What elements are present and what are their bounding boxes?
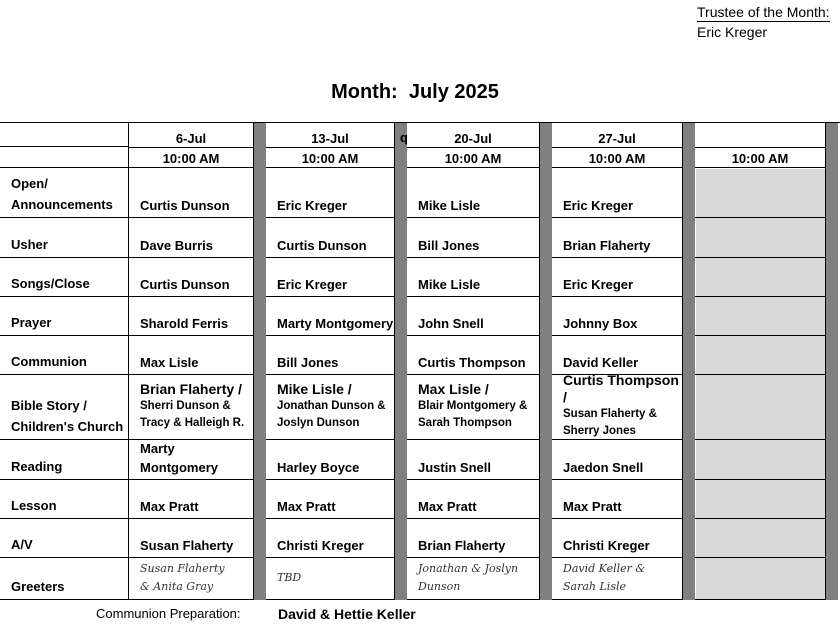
bible-story-main: Curtis Thompson / [563,375,679,405]
empty-week-cell [695,480,826,519]
bible-story-main: Mike Lisle / [277,380,352,397]
childrens-church-helpers: Sarah Thompson [418,416,512,429]
row-label-line: Songs/Close [11,276,90,291]
header-blank [0,147,129,168]
assignment-cell [266,480,395,519]
empty-week-cell [695,218,826,258]
assignee-name: Sharold Ferris [140,316,229,331]
row-label-line: Reading [11,459,63,474]
assignee-name: Max Pratt [563,499,622,514]
assignment-cell [129,168,254,218]
empty-week-cell [695,336,826,375]
row-label-line: A/V [11,537,33,552]
assignment-cell [407,480,540,519]
greeter-cell [552,558,683,600]
assignee-name: Eric Kreger [563,198,634,213]
assignee-name: Jaedon Snell [563,460,644,475]
row-label-line: Open/ [11,176,48,191]
date-header: 6-Jul [129,123,254,148]
assignment-cell [407,218,540,258]
assignee-name: David Keller [563,355,639,370]
assignee-name: Curtis Dunson [140,198,230,213]
childrens-church-helpers: Tracy & Halleigh R. [140,416,245,429]
assignee-name: Harley Boyce [277,460,360,475]
column-separator [254,123,266,600]
assignee-name: Dave Burris [140,238,213,253]
time-header: 10:00 AM [695,147,826,168]
row-label [0,375,129,440]
assignee-name: Max Pratt [140,499,199,514]
row-label [0,519,129,558]
bible-story-cell [552,375,683,440]
assignment-cell [407,258,540,297]
assignee-name: Eric Kreger [277,198,348,213]
communion-prep-value: David & Hettie Keller [278,606,416,622]
assignee-name: Christi Kreger [277,538,364,553]
assignment-cell [266,297,395,336]
assignment-cell [266,258,395,297]
assignee-name: Curtis Thompson [418,355,526,370]
greeter-line: David Keller & [563,561,646,575]
communion-prep-label: Communion Preparation: [96,606,241,621]
assignment-cell [129,297,254,336]
bible-story-cell [266,375,395,440]
bible-story-cell [407,375,540,440]
childrens-church-helpers: Jonathan Dunson & [277,399,386,412]
assignee-name: Justin Snell [418,460,491,475]
row-label-line: Bible Story / [11,398,87,413]
greeter-line: Dunson [418,579,461,593]
assignment-cell [552,519,683,558]
assignee-name: Eric Kreger [563,277,634,292]
empty-week-cell [695,375,826,440]
assignment-cell [129,218,254,258]
assignment-cell [552,480,683,519]
row-label [0,480,129,519]
column-separator [683,123,695,600]
time-header: 10:00 AM [129,147,254,168]
schedule-grid [0,122,840,600]
time-header: 10:00 AM [266,147,395,168]
month-value: July 2025 [408,81,499,103]
greeter-line: Jonathan & Joslyn [418,561,519,575]
empty-week-cell [695,519,826,558]
row-label-line: Communion [11,354,87,369]
assignee-name: Max Pratt [418,499,477,514]
assignee-name: Bill Jones [277,355,339,370]
assignee-name: Eric Kreger [277,277,348,292]
assignment-cell [266,336,395,375]
assignee-name: Mike Lisle [418,198,481,213]
greeter-line: Sarah Lisle [563,579,626,593]
assignment-cell [266,519,395,558]
childrens-church-helpers: Sherry Jones [563,425,636,437]
assignment-cell [552,336,683,375]
assignment-cell [552,440,683,480]
assignment-cell [407,336,540,375]
greeter-cell [266,558,395,600]
childrens-church-helpers: Susan Flaherty & [563,408,657,420]
row-label [0,440,129,480]
assignment-cell [407,519,540,558]
header-blank [0,123,129,147]
childrens-church-helpers: Joslyn Dunson [277,416,360,429]
row-label-line: Greeters [11,579,65,594]
empty-week-cell [695,168,826,218]
assignee-name: Susan Flaherty [140,538,234,553]
assignment-cell [407,168,540,218]
assignment-cell [552,258,683,297]
date-header: 20-Jul [407,123,540,148]
greeter-cell [129,558,254,600]
assignment-cell [407,297,540,336]
column-separator [540,123,552,600]
bible-story-main: Max Lisle / [418,380,489,397]
assignment-cell [266,168,395,218]
assignment-cell [552,297,683,336]
bible-story-cell [129,375,254,440]
assignment-cell [129,258,254,297]
childrens-church-helpers: Sherri Dunson & [140,399,231,412]
row-label-line: Children's Church [11,419,124,434]
greeter-line: & Anita Gray [140,579,214,593]
row-label-line: Usher [11,237,48,252]
row-label [0,297,129,336]
row-label-line: Announcements [11,197,113,212]
empty-week-cell [695,258,826,297]
assignee-name: Max Lisle [140,355,199,370]
assignment-cell [552,168,683,218]
row-label [0,336,129,375]
assignee-name: Max Pratt [277,499,336,514]
assignee-name: Brian Flaherty [418,538,506,553]
assignment-cell [129,519,254,558]
month-label: Month: [331,81,398,103]
empty-week-cell [695,440,826,480]
assignee-name: Mike Lisle [418,277,481,292]
childrens-church-helpers: Blair Montgomery & [418,399,528,412]
time-header: 10:00 AM [552,147,683,168]
month-heading [0,81,830,104]
greeter-line: TBD [277,570,302,584]
row-label [0,558,129,600]
assignment-cell [129,480,254,519]
row-label [0,218,129,258]
empty-week-cell [695,558,826,600]
assignment-cell [552,218,683,258]
assignee-name: Bill Jones [418,238,480,253]
date-header: 27-Jul [552,123,683,148]
assignee-name: Marty Montgomery [277,316,394,331]
stray-mark: q [400,130,408,145]
date-header [695,123,826,148]
assignee-name: Johnny Box [563,316,638,331]
assignee-name: Curtis Dunson [140,277,230,292]
assignment-cell [266,440,395,480]
greeter-line: Susan Flaherty [140,561,225,575]
greeter-cell [407,558,540,600]
bible-story-main: Brian Flaherty / [140,380,242,397]
assignee-name: John Snell [418,316,484,331]
column-separator [395,123,407,600]
empty-week-cell [695,297,826,336]
row-label [0,168,129,218]
row-label-line: Lesson [11,498,57,513]
row-label [0,258,129,297]
date-header: 13-Jul [266,123,395,148]
row-label-line: Prayer [11,315,52,330]
assignee-name: Marty Montgomery [140,441,218,475]
assignee-name: Curtis Dunson [277,238,367,253]
trustee-name: Eric Kreger [697,24,768,40]
trustee-label: Trustee of the Month: [697,4,830,20]
assignment-cell [129,440,254,480]
assignment-cell [266,218,395,258]
assignee-name: Brian Flaherty [563,238,651,253]
time-header: 10:00 AM [407,147,540,168]
assignee-name: Christi Kreger [563,538,650,553]
column-separator [826,123,838,600]
assignment-cell [129,336,254,375]
assignment-cell [407,440,540,480]
